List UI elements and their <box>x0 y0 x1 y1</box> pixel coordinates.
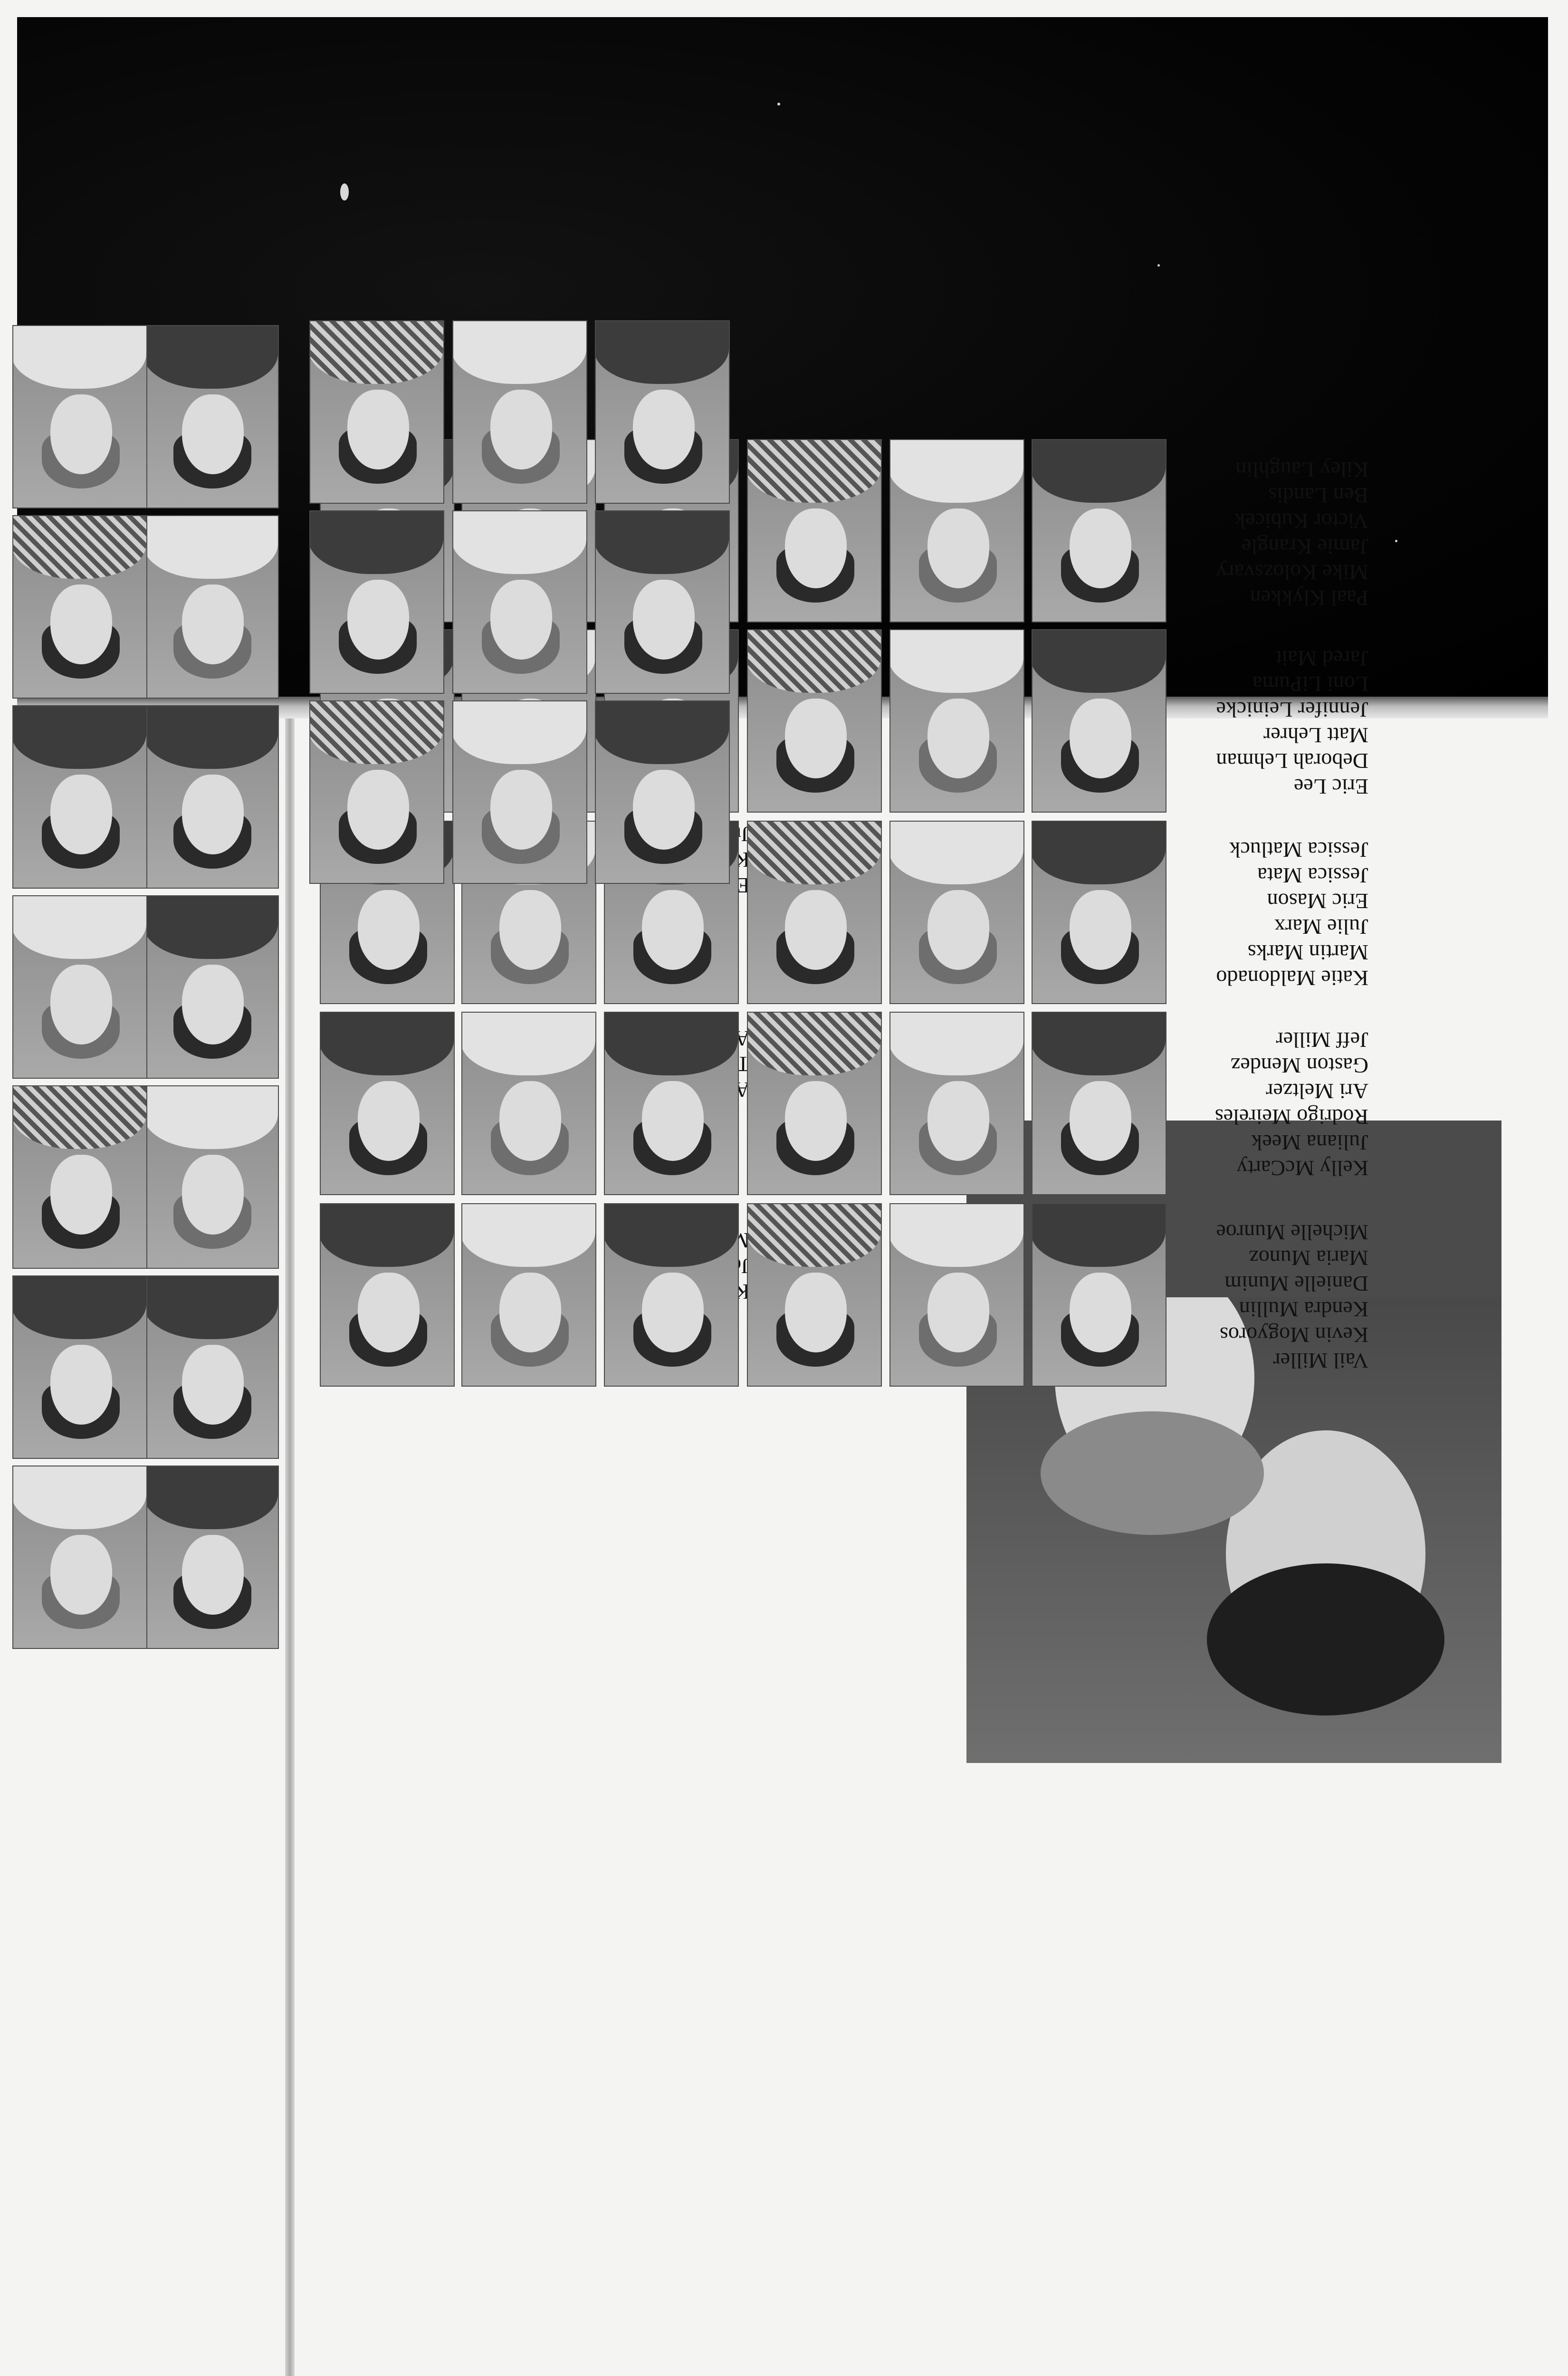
student-name: Jeff Miller <box>1276 1028 1368 1052</box>
student-portrait <box>12 1085 147 1269</box>
name-list-miller <box>1216 1219 1368 1373</box>
student-portrait <box>1032 1203 1166 1387</box>
student-name: Kiley Laughlin <box>1235 458 1368 482</box>
student-portrait <box>595 320 730 504</box>
name-list-lee <box>1216 645 1368 799</box>
student-name: Maria Munoz <box>1249 1246 1368 1270</box>
student-name: Kelly McCarty <box>1236 1156 1368 1180</box>
student-portrait <box>1032 821 1166 1004</box>
student-portrait <box>1032 439 1166 623</box>
student-name: Matt Lehrer <box>1263 723 1368 747</box>
student-portrait <box>12 1275 147 1459</box>
student-name: Jennifer Leinicke <box>1216 698 1368 722</box>
student-portrait <box>144 1275 279 1459</box>
student-portrait <box>452 700 587 884</box>
student-name: Katie Maldonado <box>1216 966 1368 990</box>
student-portrait <box>144 895 279 1079</box>
student-portrait <box>889 821 1024 1004</box>
student-name: Kevin Mogyoros <box>1219 1323 1368 1347</box>
student-portrait <box>309 510 444 694</box>
student-portrait <box>452 320 587 504</box>
student-portrait <box>12 705 147 889</box>
student-portrait <box>144 705 279 889</box>
student-portrait <box>309 320 444 504</box>
student-portrait <box>1032 629 1166 813</box>
name-list-klykken <box>1216 457 1368 611</box>
student-portrait <box>12 895 147 1079</box>
student-portrait <box>595 700 730 884</box>
student-name: Loni LiPuma <box>1252 672 1368 696</box>
student-name: Danielle Munim <box>1224 1272 1368 1296</box>
student-portrait <box>320 1203 455 1387</box>
student-name: Jessica Mata <box>1257 863 1368 888</box>
student-name: Jessica Matluck <box>1229 838 1368 862</box>
name-list-mccarty <box>1215 1027 1368 1181</box>
student-portrait <box>604 1012 739 1195</box>
student-portrait <box>12 1466 147 1649</box>
student-portrait <box>12 515 147 699</box>
student-name: Deborah Lehman <box>1216 749 1368 773</box>
name-list-maldonado <box>1216 837 1368 991</box>
student-portrait <box>144 325 279 508</box>
student-portrait <box>1032 1012 1166 1195</box>
student-portrait <box>889 629 1024 813</box>
student-name: Rodrigo Meireles <box>1214 1105 1368 1129</box>
student-portrait <box>320 1012 455 1195</box>
student-name: Jared Mait <box>1275 646 1368 671</box>
student-name: Eric Mason <box>1267 889 1368 913</box>
student-name: Michelle Munroe <box>1216 1220 1368 1245</box>
student-portrait <box>12 325 147 508</box>
student-name: Paal Klykken <box>1250 586 1368 610</box>
student-name: Martin Marks <box>1247 940 1368 965</box>
student-name: Eric Lee <box>1293 775 1368 799</box>
student-portrait <box>144 1466 279 1649</box>
student-portrait <box>461 1012 596 1195</box>
student-portrait <box>889 1012 1024 1195</box>
student-portrait <box>309 700 444 884</box>
student-name: Juliana Meek <box>1251 1131 1368 1155</box>
student-name: Mike Kolozsvary <box>1216 560 1368 584</box>
student-portrait <box>604 1203 739 1387</box>
student-name: Kendra Mullin <box>1239 1297 1368 1322</box>
student-portrait <box>461 1203 596 1387</box>
student-portrait <box>747 439 882 623</box>
student-name: Julie Marx <box>1274 915 1368 939</box>
student-name: Ari Meltzer <box>1266 1079 1368 1103</box>
student-portrait <box>747 629 882 813</box>
student-portrait <box>889 1203 1024 1387</box>
student-portrait <box>889 439 1024 623</box>
student-name: Vail Miller <box>1273 1349 1368 1373</box>
student-name: Ben Landis <box>1268 483 1368 508</box>
student-portrait <box>144 515 279 699</box>
student-portrait <box>747 1012 882 1195</box>
student-portrait <box>595 510 730 694</box>
student-portrait <box>747 821 882 1004</box>
student-name: Gaston Mendez <box>1231 1054 1368 1078</box>
student-name: Jamie Krangle <box>1242 535 1368 559</box>
student-portrait <box>452 510 587 694</box>
student-name: Victor Kubicek <box>1234 509 1368 533</box>
student-portrait <box>144 1085 279 1269</box>
student-portrait <box>747 1203 882 1387</box>
